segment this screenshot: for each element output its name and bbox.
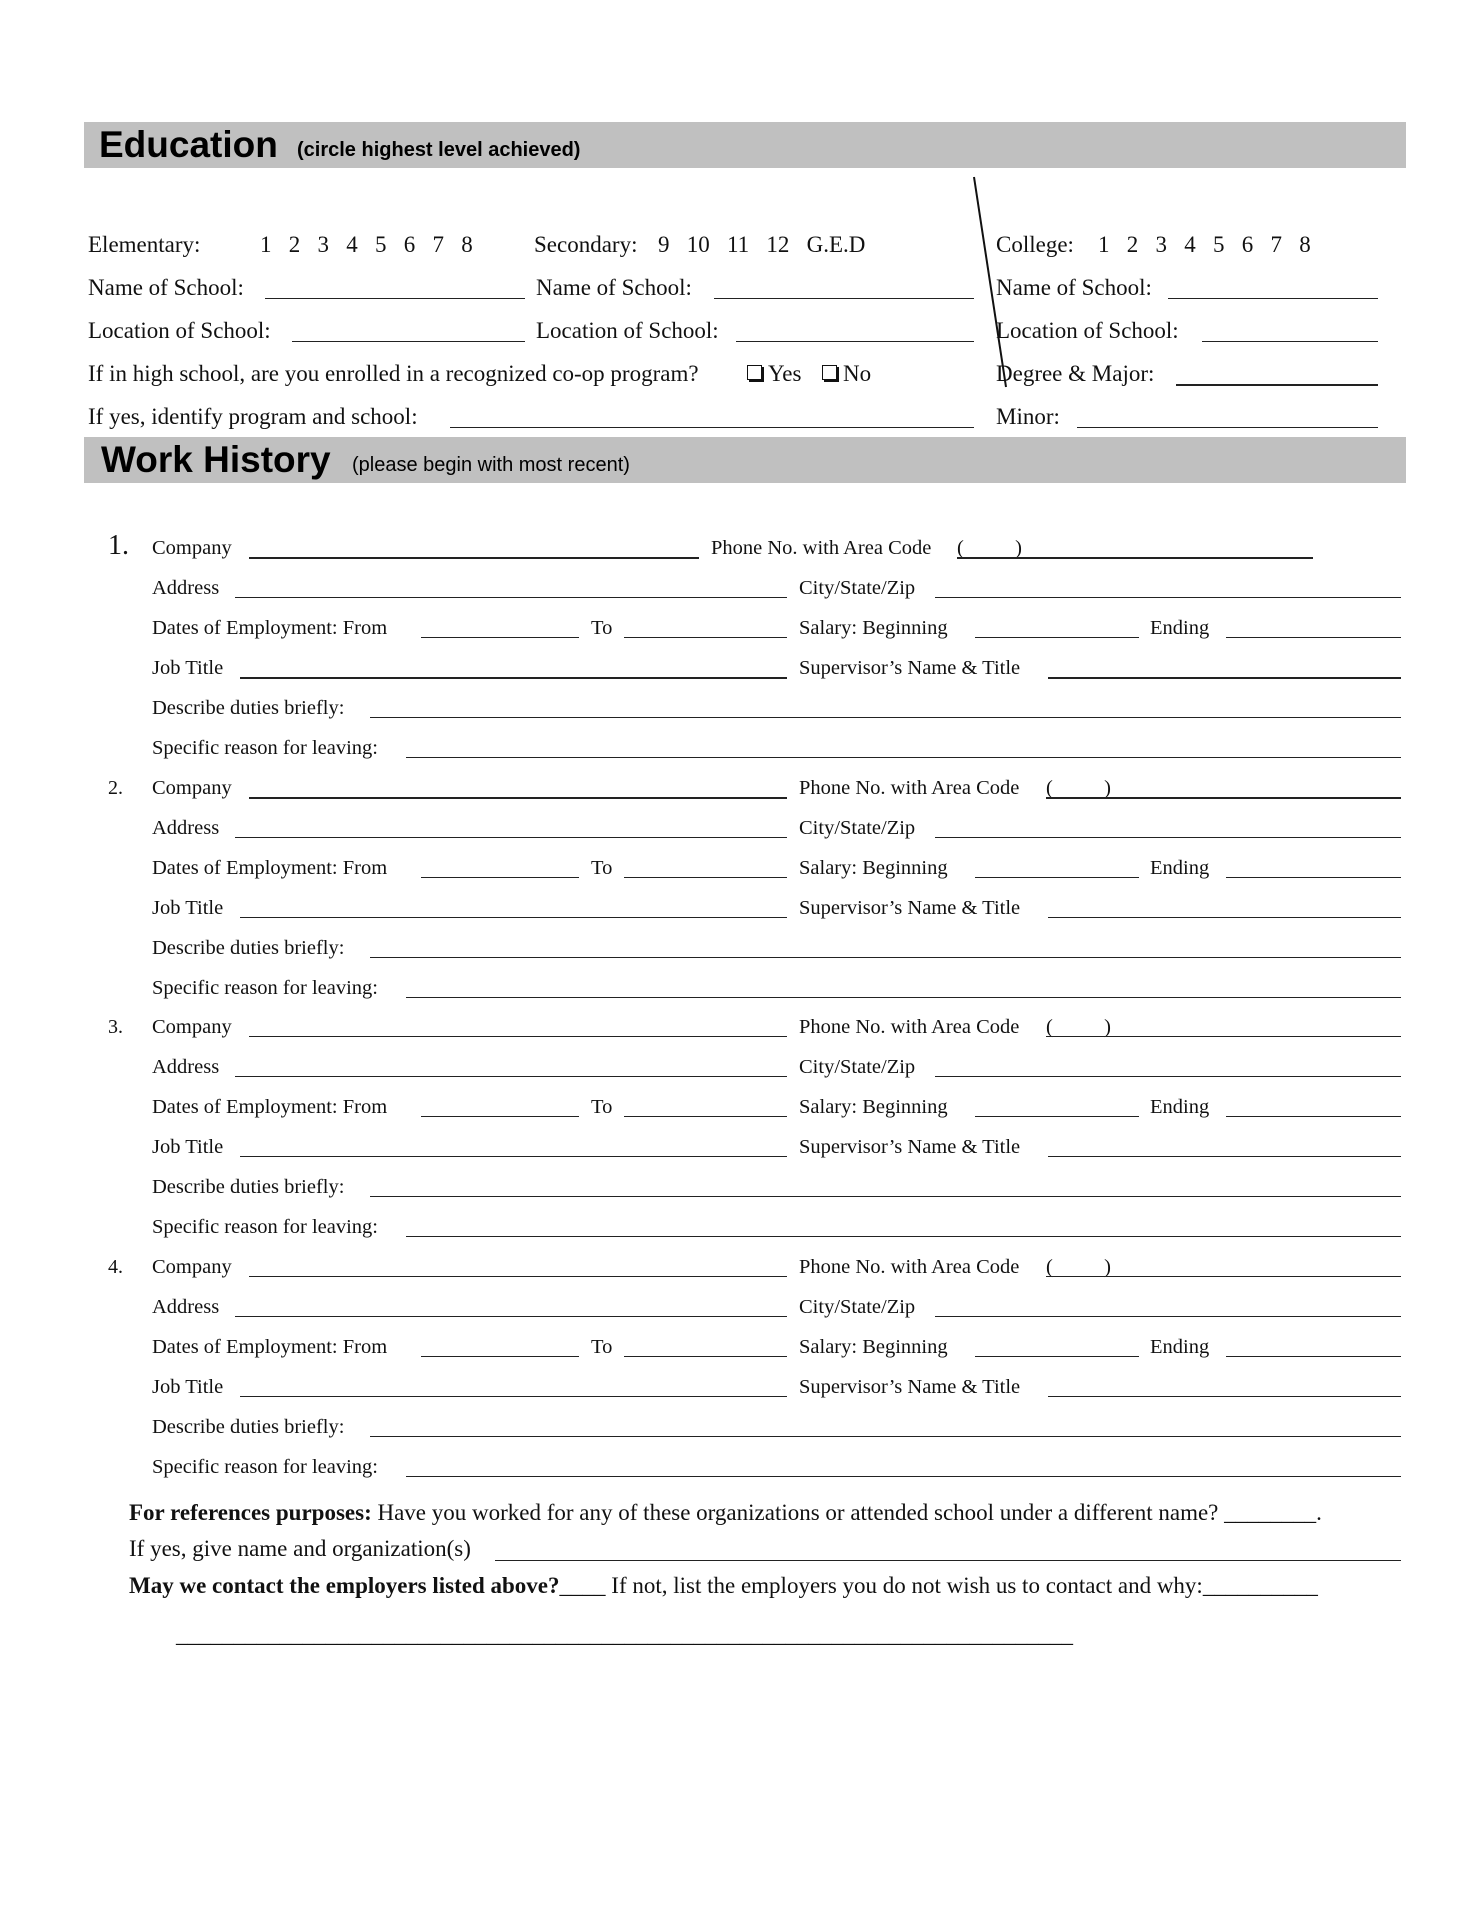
salary-beginning-field[interactable] — [975, 1116, 1139, 1117]
duties-label: Describe duties briefly: — [152, 937, 345, 959]
degree-major-field[interactable] — [1176, 384, 1378, 386]
address-field[interactable] — [235, 597, 787, 598]
salary-beginning-label: Salary: Beginning — [799, 1336, 948, 1358]
salary-ending-label: Ending — [1150, 857, 1210, 879]
secondary-school-location-label: Location of School: — [536, 318, 719, 343]
city-state-zip-label: City/State/Zip — [799, 577, 916, 599]
entry-number: 3. — [108, 1016, 123, 1038]
secondary-label: Secondary: — [534, 232, 638, 257]
job-title-label: Job Title — [152, 897, 224, 919]
supervisor-label: Supervisor’s Name & Title — [799, 897, 1021, 919]
company-label: Company — [152, 1256, 232, 1278]
job-title-field[interactable] — [240, 677, 787, 679]
references-if-yes-label: If yes, give name and organization(s) — [129, 1536, 471, 1561]
dates-from-field[interactable] — [421, 1356, 579, 1357]
elementary-school-location-label: Location of School: — [88, 318, 271, 343]
salary-ending-field[interactable] — [1226, 1356, 1401, 1357]
address-label: Address — [152, 577, 220, 599]
dates-to-label: To — [591, 857, 613, 879]
salary-beginning-label: Salary: Beginning — [799, 1096, 948, 1118]
phone-area-code[interactable]: ( ) — [1046, 1256, 1111, 1278]
dates-to-label: To — [591, 617, 613, 639]
minor-field[interactable] — [1077, 427, 1378, 428]
supervisor-field[interactable] — [1048, 677, 1401, 679]
salary-ending-field[interactable] — [1226, 1116, 1401, 1117]
supervisor-label: Supervisor’s Name & Title — [799, 1136, 1021, 1158]
elementary-grades[interactable]: 1 2 3 4 5 6 7 8 — [260, 232, 473, 257]
elementary-school-name-label: Name of School: — [88, 275, 244, 300]
college-school-location-field[interactable] — [1202, 341, 1378, 342]
secondary-school-location-field[interactable] — [736, 341, 974, 342]
company-label: Company — [152, 777, 232, 799]
city-state-zip-label: City/State/Zip — [799, 817, 916, 839]
job-title-field[interactable] — [240, 1396, 787, 1397]
supervisor-label: Supervisor’s Name & Title — [799, 1376, 1021, 1398]
dates-from-field[interactable] — [421, 637, 579, 638]
address-field[interactable] — [235, 837, 787, 838]
work-history-subtitle: (please begin with most recent) — [352, 454, 630, 476]
contact-employers-line — [129, 1574, 1318, 1597]
duties-label: Describe duties briefly: — [152, 697, 345, 719]
dates-to-label: To — [591, 1096, 613, 1118]
job-title-label: Job Title — [152, 1376, 224, 1398]
company-label: Company — [152, 1016, 232, 1038]
work-history-title: Work History — [101, 439, 331, 480]
elementary-school-name-field[interactable] — [265, 298, 525, 299]
references-question-line — [129, 1501, 1322, 1524]
city-state-zip-field[interactable] — [935, 1076, 1401, 1077]
dates-from-label: Dates of Employment: From — [152, 617, 388, 639]
address-field[interactable] — [235, 1076, 787, 1077]
dates-from-label: Dates of Employment: From — [152, 1096, 388, 1118]
phone-label: Phone No. with Area Code — [799, 777, 1020, 799]
job-title-label: Job Title — [152, 657, 224, 679]
education-subtitle: (circle highest level achieved) — [297, 139, 581, 161]
elementary-label: Elementary: — [88, 232, 201, 257]
secondary-school-name-label: Name of School: — [536, 275, 692, 300]
contact-employers-reason-field[interactable]: ______________________________________________________________________________ — [176, 1622, 1073, 1647]
dates-from-field[interactable] — [421, 1116, 579, 1117]
address-label: Address — [152, 817, 220, 839]
salary-ending-label: Ending — [1150, 1096, 1210, 1118]
checkbox-icon[interactable] — [822, 365, 837, 380]
coop-question: If in high school, are you enrolled in a recognized co-op program? — [88, 361, 699, 386]
phone-field[interactable] — [957, 557, 1313, 559]
contact-employers-bold: May we contact the employers listed above? — [129, 1573, 560, 1598]
job-title-field[interactable] — [240, 917, 787, 918]
salary-beginning-field[interactable] — [975, 877, 1139, 878]
work-history-header-bar — [84, 437, 1406, 483]
city-state-zip-field[interactable] — [935, 1316, 1401, 1317]
city-state-zip-field[interactable] — [935, 837, 1401, 838]
entry-number: 2. — [108, 777, 123, 799]
duties-field[interactable] — [370, 1436, 1401, 1437]
references-question: Have you worked for any of these organizations or attended school under a different name? ________. — [377, 1500, 1322, 1525]
phone-area-code[interactable]: ( ) — [1046, 1016, 1111, 1038]
dates-from-field[interactable] — [421, 877, 579, 878]
entry-number: 1. — [108, 530, 129, 561]
address-label: Address — [152, 1056, 220, 1078]
phone-label: Phone No. with Area Code — [799, 1016, 1020, 1038]
company-field[interactable] — [249, 557, 699, 559]
reason-field[interactable] — [406, 1476, 1401, 1477]
coop-program-label: If yes, identify program and school: — [88, 404, 418, 429]
supervisor-field[interactable] — [1048, 1156, 1401, 1157]
dates-to-field[interactable] — [624, 877, 787, 878]
company-field[interactable] — [249, 797, 787, 799]
college-label: College: — [996, 232, 1074, 257]
company-label: Company — [152, 537, 232, 559]
address-field[interactable] — [235, 1316, 787, 1317]
salary-beginning-label: Salary: Beginning — [799, 857, 948, 879]
salary-ending-field[interactable] — [1226, 877, 1401, 878]
phone-field[interactable] — [1046, 797, 1401, 799]
coop-yes-label: Yes — [768, 361, 802, 386]
supervisor-label: Supervisor’s Name & Title — [799, 657, 1021, 679]
references-names-field[interactable] — [495, 1560, 1401, 1561]
phone-field[interactable] — [1046, 1276, 1401, 1277]
phone-label: Phone No. with Area Code — [799, 1256, 1020, 1278]
salary-beginning-field[interactable] — [975, 1356, 1139, 1357]
checkbox-icon[interactable] — [747, 365, 762, 380]
college-school-name-field[interactable] — [1168, 298, 1378, 299]
dates-to-field[interactable] — [624, 1116, 787, 1117]
duties-field[interactable] — [370, 717, 1401, 718]
phone-label: Phone No. with Area Code — [711, 537, 932, 559]
dates-to-field[interactable] — [624, 1356, 787, 1357]
supervisor-field[interactable] — [1048, 917, 1401, 918]
phone-field[interactable] — [1046, 1036, 1401, 1037]
reason-label: Specific reason for leaving: — [152, 1216, 378, 1238]
job-title-label: Job Title — [152, 1136, 224, 1158]
salary-ending-label: Ending — [1150, 1336, 1210, 1358]
contact-employers-rest[interactable]: ____ If not, list the employers you do not wish us to contact and why:__________ — [559, 1573, 1318, 1598]
duties-field[interactable] — [370, 1196, 1401, 1197]
reason-field[interactable] — [406, 757, 1401, 758]
salary-ending-field[interactable] — [1226, 637, 1401, 638]
elementary-school-location-field[interactable] — [292, 341, 525, 342]
coop-no-label: No — [843, 361, 872, 386]
coop-yes-option[interactable] — [747, 362, 801, 385]
salary-ending-label: Ending — [1150, 617, 1210, 639]
college-years[interactable]: 1 2 3 4 5 6 7 8 — [1098, 232, 1311, 257]
salary-beginning-label: Salary: Beginning — [799, 617, 948, 639]
reason-label: Specific reason for leaving: — [152, 737, 378, 759]
college-school-location-label: Location of School: — [996, 318, 1179, 343]
reason-field[interactable] — [406, 1236, 1401, 1237]
coop-no-option[interactable] — [822, 362, 871, 385]
company-field[interactable] — [249, 1276, 787, 1277]
reason-field[interactable] — [406, 997, 1401, 998]
job-title-field[interactable] — [240, 1156, 787, 1157]
duties-label: Describe duties briefly: — [152, 1416, 345, 1438]
supervisor-field[interactable] — [1048, 1396, 1401, 1397]
address-label: Address — [152, 1296, 220, 1318]
minor-label: Minor: — [996, 404, 1060, 429]
phone-area-code[interactable]: ( ) — [957, 537, 1022, 559]
coop-program-field[interactable] — [450, 427, 974, 428]
dates-to-field[interactable] — [624, 637, 787, 638]
college-school-name-label: Name of School: — [996, 275, 1152, 300]
secondary-school-name-field[interactable] — [714, 298, 974, 299]
duties-label: Describe duties briefly: — [152, 1176, 345, 1198]
secondary-grades[interactable]: 9 10 11 12 G.E.D — [658, 232, 866, 257]
dates-from-label: Dates of Employment: From — [152, 1336, 388, 1358]
references-bold-label: For references purposes: — [129, 1500, 372, 1525]
dates-from-label: Dates of Employment: From — [152, 857, 388, 879]
salary-beginning-field[interactable] — [975, 637, 1139, 638]
phone-area-code[interactable]: ( ) — [1046, 777, 1111, 799]
degree-major-label: Degree & Major: — [996, 361, 1155, 386]
education-header-bar — [84, 122, 1406, 168]
city-state-zip-label: City/State/Zip — [799, 1056, 916, 1078]
reason-label: Specific reason for leaving: — [152, 1456, 378, 1478]
education-title: Education — [99, 124, 278, 165]
duties-field[interactable] — [370, 957, 1401, 958]
dates-to-label: To — [591, 1336, 613, 1358]
company-field[interactable] — [249, 1036, 787, 1037]
city-state-zip-field[interactable] — [935, 597, 1401, 598]
city-state-zip-label: City/State/Zip — [799, 1296, 916, 1318]
entry-number: 4. — [108, 1256, 123, 1278]
reason-label: Specific reason for leaving: — [152, 977, 378, 999]
